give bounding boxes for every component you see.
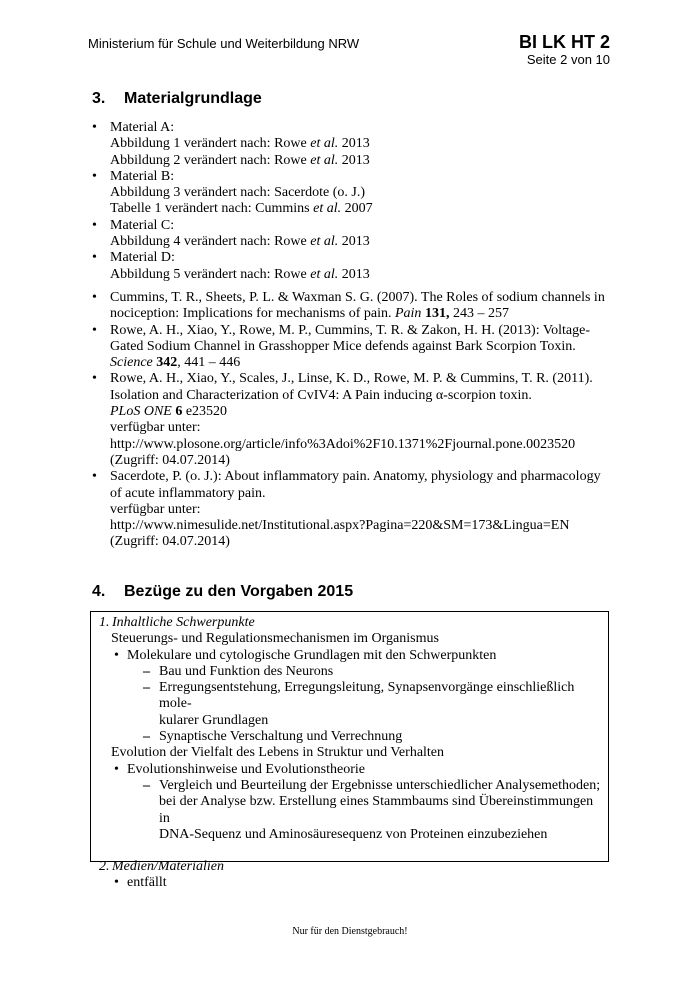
page-indicator: Seite 2 von 10 [526,52,610,67]
material-item [92,169,612,218]
box-subheading: 1. Inhaltliche Schwerpunkte [99,615,255,630]
material-item [92,250,612,283]
material-source: Tabelle 1 verändert nach: Cummins et al. 2007 [110,201,373,217]
reference-item: • Rowe, A. H., Xiao, Y., Rowe, M. P., Cummins, T. R. & Zakon, H. H. (2013): Voltage- Gated Sodium Channel in Grasshopper Mice defends against Bark Scorpion Toxin. Science 342, 441 – 446 [92,323,617,372]
section-4-number: 4. [92,583,106,600]
material-item [92,218,612,251]
section-3-title: Materialgrundlage [124,90,262,107]
content-area: Steuerungs- und Regulationsmechanismen im Organismus [111,631,439,647]
material-source: Abbildung 1 verändert nach: Rowe et al. 2013 [110,136,370,152]
focus-bullet: • Molekulare und cytologische Grundlagen mit den Schwerpunkten – Bau und Funktion des Neurons – Erregungsentstehung, Erregungsleitung, Synapsenvorgänge einschließlich mole- kularer Grundlagen – Synaptische Verschaltung und Verrechnung [111,648,602,746]
reference-item: • Sacerdote, P. (o. J.): About inflammatory pain. Anatomy, physiology and pharmacology of acute inflammatory pain. verfügbar unter: http://www.nimesulide.net/Institutional.aspx?Pagina=220&SM=173&Lingua=EN (Zugriff: 04.07.2014) [92,469,617,550]
reference-url[interactable]: http://www.plosone.org/article/info%3Adoi%2F10.1371%2Fjournal.pone.0023520 [110,436,576,452]
material-label: • Material B: [110,168,175,184]
section-3-number: 3. [92,90,106,107]
focus-dash-item: – Bau und Funktion des Neurons [143,664,602,680]
section-4-title: Bezüge zu den Vorgaben 2015 [124,583,354,600]
box-subheading: 2. Medien/Materialien [99,859,224,875]
focus-bullet: • Evolutionshinweise und Evolutionstheorie – Vergleich und Beurteilung der Ergebnisse unterschiedlicher Analysemethoden; bei der Analyse bzw. Erstellung eines Stammbaums sind Übereinstimmungen in DNA-Sequenz und Aminosäuresequenz von Proteinen einzubeziehen [111,762,602,843]
header-ministry: Ministerium für Schule und Weiterbildung NRW [88,36,360,51]
media-item: • entfällt [111,875,602,891]
reference-item: • Rowe, A. H., Xiao, Y., Scales, J., Linse, K. D., Rowe, M. P. & Cummins, T. R. (2011). Isolation and Characterization of CvIV4: A Pain inducing α-scorpion toxin. PLoS ONE 6 e23520 verfügbar unter: http://www.plosone.org/article/info%3Adoi%2F10.1371%2Fjournal.pone.0023520 (Zugriff: 04.07.2014) [92,371,617,469]
material-item [92,120,612,169]
focus-dash-item: – Vergleich und Beurteilung der Ergebnisse unterschiedlicher Analysemethoden; bei der Analyse bzw. Erstellung eines Stammbaums sind Übereinstimmungen in DNA-Sequenz und Aminosäuresequenz von Proteinen einzubeziehen [143,778,602,843]
material-source: Abbildung 2 verändert nach: Rowe et al. 2013 [110,152,370,168]
reference-list [92,290,617,551]
footer-note: Nur für den Dienstgebrauch! [292,926,408,937]
material-source: Abbildung 4 verändert nach: Rowe et al. 2013 [110,234,370,250]
header-right [519,32,610,67]
material-label: • Material D: [110,250,175,266]
focus-dash-item: – Synaptische Verschaltung und Verrechnung [143,729,602,745]
content-area: Evolution der Vielfalt des Lebens in Struktur und Verhalten [111,745,445,761]
requirements-box [90,611,609,891]
material-list [92,120,612,283]
material-label: • Material C: [110,217,175,233]
material-source: Abbildung 5 verändert nach: Rowe et al. 2013 [110,266,370,282]
material-label: • Material A: [110,120,175,135]
reference-url[interactable]: http://www.nimesulide.net/Institutional.aspx?Pagina=220&SM=173&Lingua=EN [110,518,570,534]
reference-item: • Cummins, T. R., Sheets, P. L. & Waxman S. G. (2007). The Roles of sodium channels in nociception: Implications for mechanisms of pain. Pain 131, 243 – 257 [92,290,617,323]
document-code: BI LK HT 2 [518,32,610,52]
material-source: Abbildung 3 verändert nach: Sacerdote (o. J.) [110,185,366,201]
section-3-heading [92,90,262,108]
section-4-heading [92,583,353,601]
focus-dash-item: – Erregungsentstehung, Erregungsleitung, Synapsenvorgänge einschließlich mole- kularer Grundlagen [143,680,602,729]
